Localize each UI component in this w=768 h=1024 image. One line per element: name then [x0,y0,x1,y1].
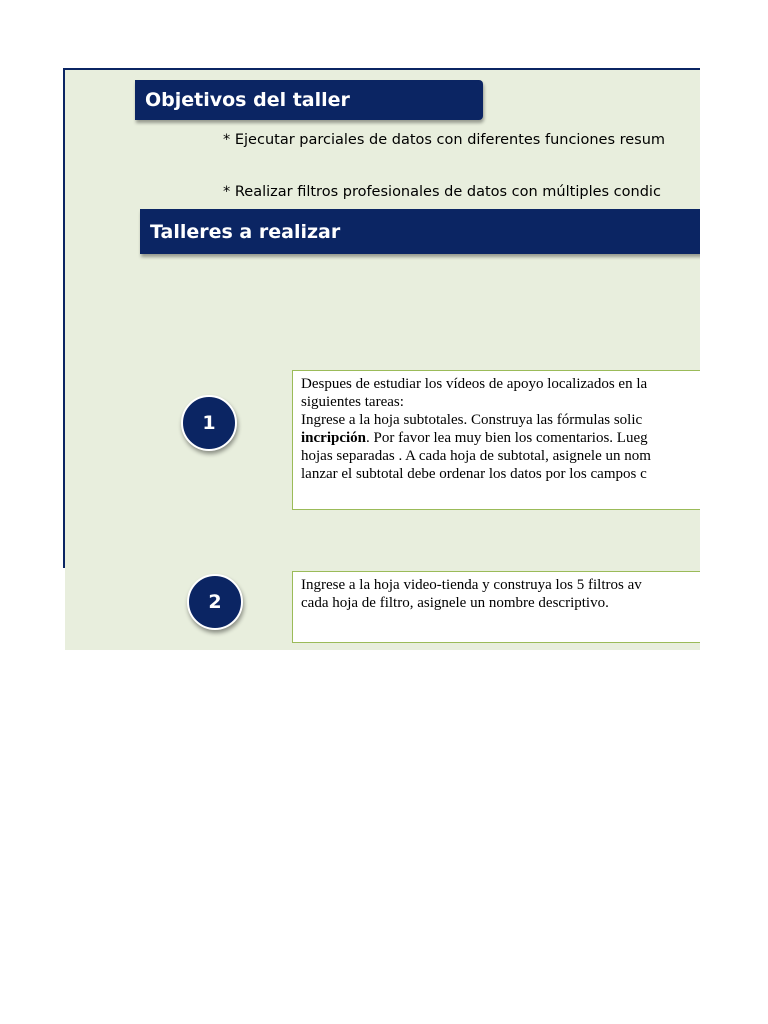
task-number: 2 [208,591,222,613]
task-number-badge [181,395,237,451]
task-description-box [292,370,700,510]
task-text-fragment: . Por favor lea muy bien los comentarios. Lueg [366,430,648,446]
sheet-edge-gap [63,568,65,650]
objectives-title: Objetivos del taller [145,89,350,111]
objective-item: * Realizar filtros profesionales de datos con múltiples condic [223,184,661,200]
task-number-badge [187,574,243,630]
task-description-box [292,571,700,643]
task-text-line: siguientes tareas: [301,394,404,410]
task-text-line: Despues de estudiar los vídeos de apoyo localizados en la [301,376,648,392]
workshops-banner [140,209,700,254]
task-text-line: hojas separadas . A cada hoja de subtotal, asignele un nom [301,448,651,464]
worksheet-panel [63,68,700,650]
objectives-banner [135,80,483,120]
task-text-line: cada hoja de filtro, asignele un nombre descriptivo. [301,595,609,611]
task-bold-term: incripción [301,430,367,446]
workshops-title: Talleres a realizar [150,220,341,243]
top-border [63,68,700,70]
objective-item: * Ejecutar parciales de datos con diferentes funciones resum [223,132,666,148]
task-number: 1 [202,412,216,434]
task-text-line: Ingrese a la hoja video-tienda y construya los 5 filtros av [301,577,642,593]
task-text-line: Ingrese a la hoja subtotales. Construya las fórmulas solic [301,412,643,428]
left-border [63,68,65,568]
task-text-line: lanzar el subtotal debe ordenar los datos por los campos c [301,466,647,482]
task-text-line [301,429,700,447]
